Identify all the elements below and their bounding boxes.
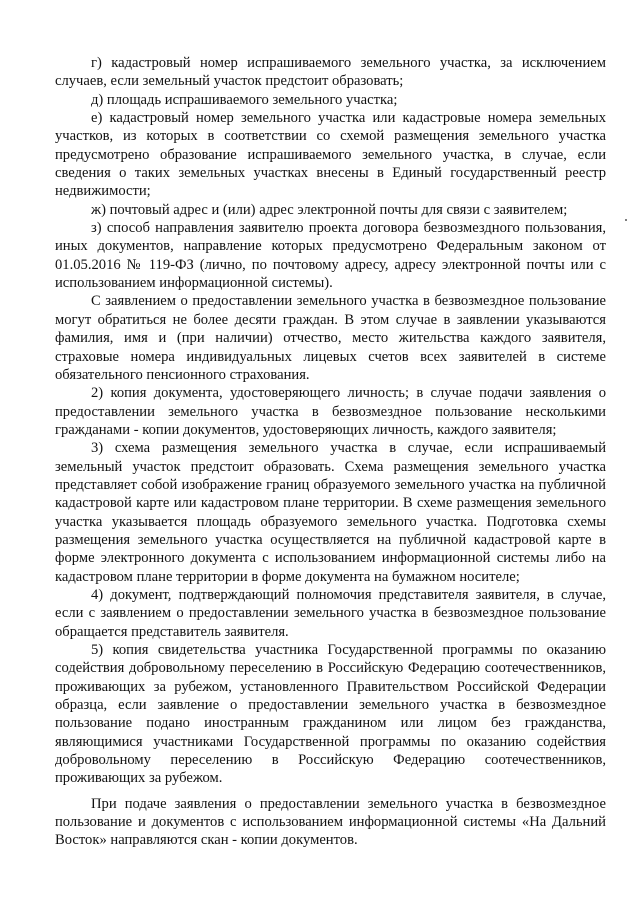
- paragraph-item-d: д) площадь испрашиваемого земельного участка;: [91, 91, 398, 108]
- document-page: [55, 54, 606, 850]
- paragraph-item-3: 3) схема размещения земельного участка в случае, если испрашиваемый земельный участок предстоит образовать. Схема размещения земельного участка представляет собой изображение границ образуемого земельного участка на публичной кадастровой карте или кадастровом плане территории. В схеме размещения земельного участка указывается площадь образуемого земельного участка. Подготовка схемы размещения земельного участка осуществляется на публичной кадастровой карте в форме электронного документа с использованием информационной системы либо на кадастровом плане территории в форме документа на бумажном носителе;: [55, 440, 606, 585]
- paragraph-item-z: з) способ направления заявителю проекта договора безвозмездного пользования, иных документов, направление которых предусмотрено Федеральным законом от 01.05.2016 № 119-ФЗ (лично, по почтовому адресу, адресу электронной почты или с использованием информационной системы).: [55, 220, 606, 292]
- scan-speck: [625, 219, 627, 221]
- paragraph-item-e: е) кадастровый номер земельного участка или кадастровые номера земельных участков, из которых в соответствии со схемой размещения земельного участка предусмотрено образование испрашиваемого земельного участка, в случае, если сведения о таких земельных участках внесены в Единый государственный реестр недвижимости;: [55, 110, 606, 200]
- paragraph-item-4: 4) документ, подтверждающий полномочия представителя заявителя, в случае, если с заявлением о предоставлении земельного участка в безвозмездное пользование обращается представитель заявителя.: [55, 586, 606, 640]
- paragraph-item-g: г) кадастровый номер испрашиваемого земельного участка, за исключением случаев, если земельный участок предстоит образовать;: [55, 55, 606, 90]
- paragraph-item-5: 5) копия свидетельства участника Государственной программы по оказанию содействия добровольному переселению в Российскую Федерацию соотечественников, проживающих за рубежом, установленного Правительством Российской Федерации образца, если заявление о предоставлении земельного участка в безвозмездное пользование подано иностранным гражданином или лицом без гражданства, являющимися участниками Государственной программы по оказанию содействия добровольному переселению в Российскую Федерацию соотечественников, проживающих за рубежом.: [55, 642, 606, 787]
- paragraph-item-zh: ж) почтовый адрес и (или) адрес электронной почты для связи с заявителем;: [91, 201, 568, 218]
- paragraph-applicants: С заявлением о предоставлении земельного участка в безвозмездное пользование могут обратиться не более десяти граждан. В этом случае в заявлении указываются фамилия, имя и (при наличии) отчество, место жительства каждого заявителя, страховые номера индивидуальных лицевых счетов всех заявителей в системе обязательного пенсионного страхования.: [55, 293, 606, 383]
- paragraph-item-2: 2) копия документа, удостоверяющего личность; в случае подачи заявления о предоставлении земельного участка в безвозмездное пользование несколькими гражданами - копии документов, удостоверяющих личность, каждого заявителя;: [55, 385, 606, 438]
- paragraph-electronic-submission: При подаче заявления о предоставлении земельного участка в безвозмездное пользование и документов с использованием информационной системы «На Дальний Восток» направляются скан - копии документов.: [55, 795, 606, 849]
